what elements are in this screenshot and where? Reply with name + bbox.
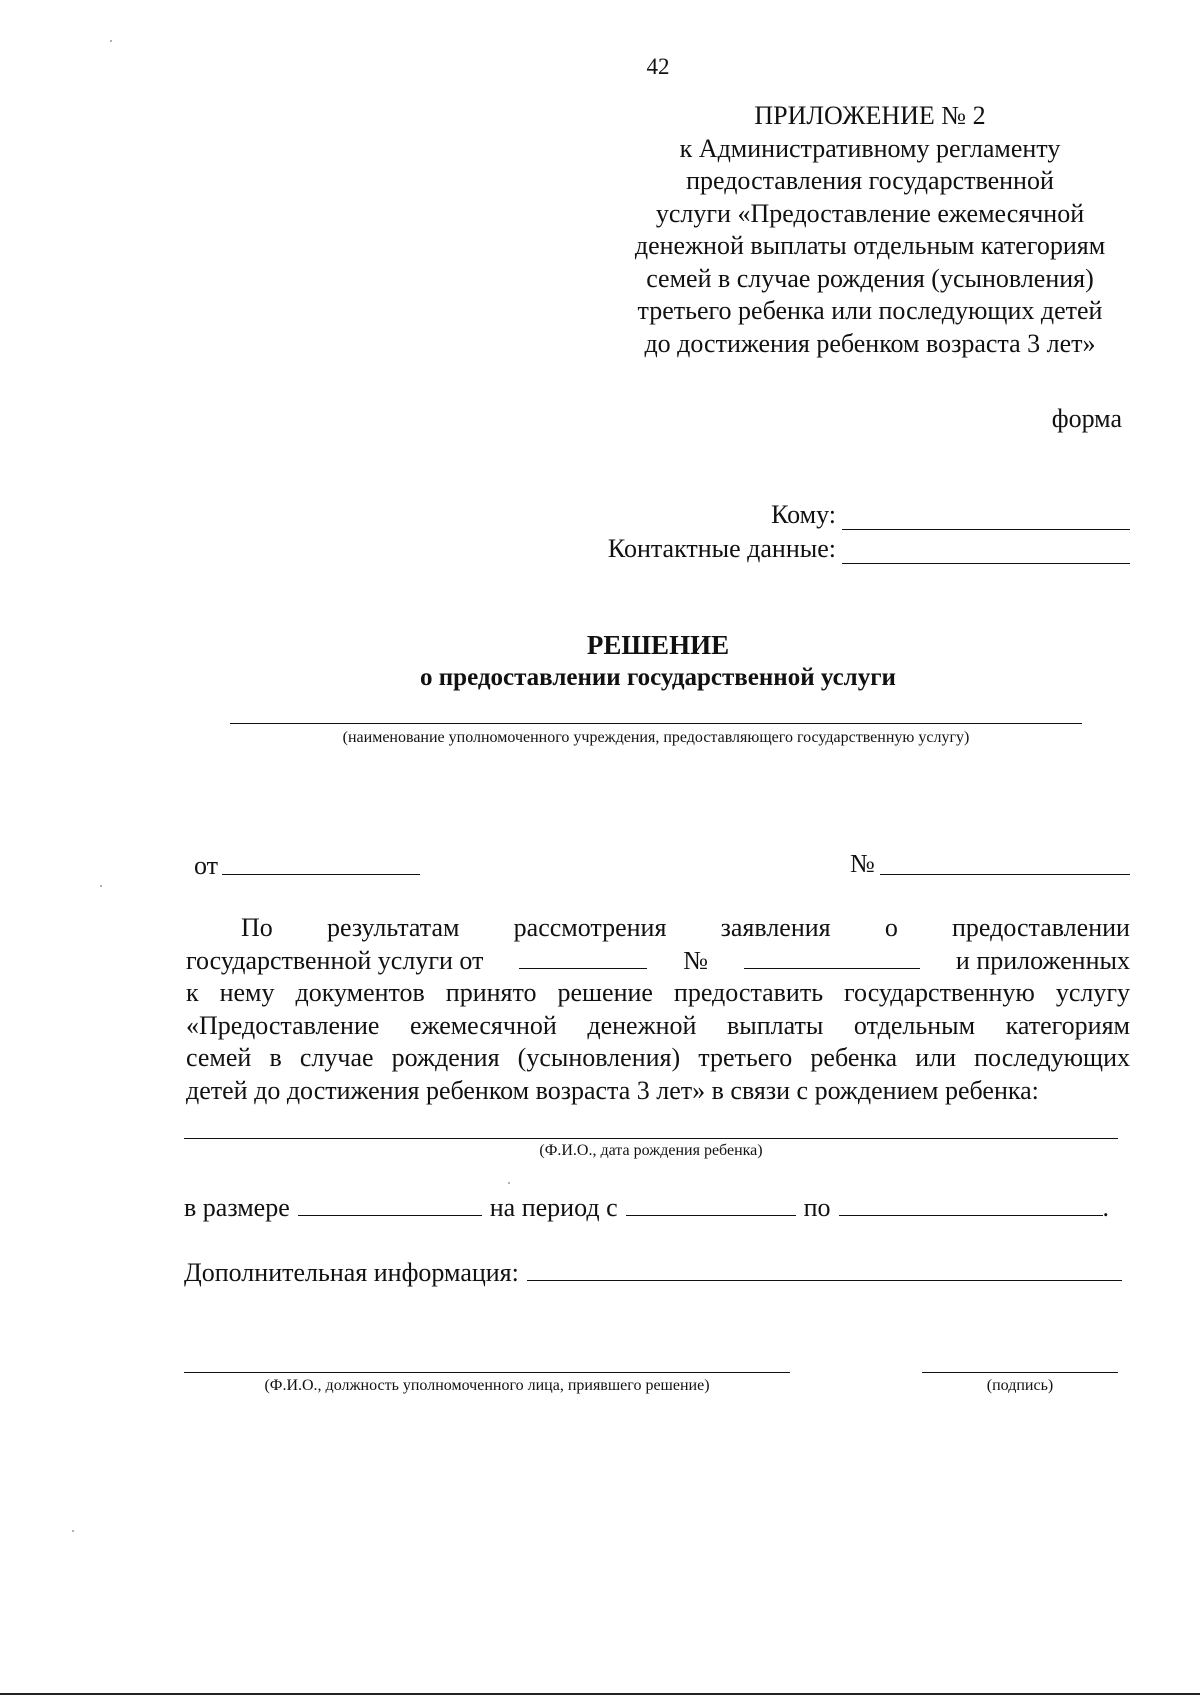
body-line: «Предоставление ежемесячной денежной выплаты отдельным категориям <box>186 1010 1130 1040</box>
official-line[interactable] <box>184 1372 790 1373</box>
date-prefix: от <box>194 851 219 880</box>
appendix-line: денежной выплаты отдельным категориям <box>634 231 1106 260</box>
body-line: к нему документов принято решение предоставить государственную услугу <box>186 978 1130 1007</box>
recipient-contacts-label: Контактные данные: <box>607 534 836 563</box>
number-prefix: № <box>850 849 875 878</box>
child-info-line[interactable] <box>184 1138 1118 1139</box>
recipient-to-row <box>771 500 1130 530</box>
appendix-line: предоставления государственной <box>686 166 1054 195</box>
recipient-contacts-field[interactable] <box>842 539 1130 564</box>
period-to-field[interactable] <box>839 1193 1103 1216</box>
institution-caption: (наименование уполномоченного учреждения, предоставляющего государственную услугу) <box>342 729 970 746</box>
signature-line[interactable] <box>922 1372 1118 1373</box>
decision-body <box>186 912 1130 1107</box>
body-line: детей до достижения ребенком возраста 3 лет» в связи с рождением ребенка: <box>186 1075 1039 1105</box>
appendix-line: услуги «Предоставление ежемесячной <box>655 198 1085 228</box>
body-text-segment: и приложенных <box>955 945 1130 975</box>
scan-speck <box>100 885 102 887</box>
appendix-line: ПРИЛОЖЕНИЕ № 2 <box>754 101 986 130</box>
additional-info-label: Дополнительная информация: <box>184 1258 519 1287</box>
body-line: семей в случае рождения (усыновления) третьего ребенка или последующих <box>186 1043 1130 1072</box>
body-word: По <box>241 913 273 942</box>
child-info-caption: (Ф.И.О., дата рождения ребенка) <box>539 1142 763 1159</box>
appendix-header <box>590 100 1150 360</box>
application-number-field[interactable] <box>744 946 920 969</box>
period-from-field[interactable] <box>626 1193 796 1216</box>
appendix-line: к Административному регламенту <box>679 133 1061 163</box>
period-from-label: на период с <box>489 1193 618 1222</box>
application-date-field[interactable] <box>519 946 647 969</box>
scan-edge-line <box>0 1693 1200 1695</box>
form-label: форма <box>1051 404 1122 433</box>
page-number: 42 <box>646 54 670 79</box>
body-text-segment: № <box>683 945 709 975</box>
decision-subtitle: о предоставлении государственной услуги <box>420 664 896 691</box>
body-word: предоставлении <box>952 913 1130 942</box>
amount-row <box>184 1192 1130 1225</box>
body-word: заявления <box>720 913 831 942</box>
body-line <box>186 912 1130 945</box>
appendix-line: семей в случае рождения (усыновления) <box>646 263 1094 293</box>
official-caption: (Ф.И.О., должность уполномоченного лица, приявшего решение) <box>264 1377 710 1394</box>
body-text-segment: государственной услуги от <box>186 945 484 975</box>
period-end-mark: . <box>1102 1193 1110 1222</box>
body-line <box>186 945 1130 978</box>
decision-number-field[interactable] <box>880 874 1130 875</box>
additional-info-field[interactable] <box>527 1258 1122 1281</box>
amount-field[interactable] <box>298 1193 482 1216</box>
recipient-to-field[interactable] <box>842 505 1130 530</box>
decision-date-field[interactable] <box>222 874 420 875</box>
period-to-label: по <box>803 1193 831 1222</box>
appendix-line: третьего ребенка или последующих детей <box>637 296 1103 325</box>
institution-line[interactable] <box>230 723 1082 724</box>
scan-speck <box>72 1530 74 1532</box>
body-word: результатам <box>326 913 460 942</box>
scan-speck <box>508 1182 510 1184</box>
recipient-to-label: Кому: <box>771 500 836 529</box>
amount-label: в размере <box>184 1193 290 1222</box>
recipient-contacts-row <box>608 534 1130 564</box>
decision-title: РЕШЕНИЕ <box>586 630 730 660</box>
appendix-line: до достижения ребенком возраста 3 лет» <box>644 328 1096 358</box>
body-word: о <box>884 913 898 942</box>
body-word: рассмотрения <box>513 913 667 942</box>
additional-info-row <box>184 1257 1122 1290</box>
scan-speck <box>110 40 112 42</box>
signature-caption: (подпись) <box>986 1377 1054 1394</box>
